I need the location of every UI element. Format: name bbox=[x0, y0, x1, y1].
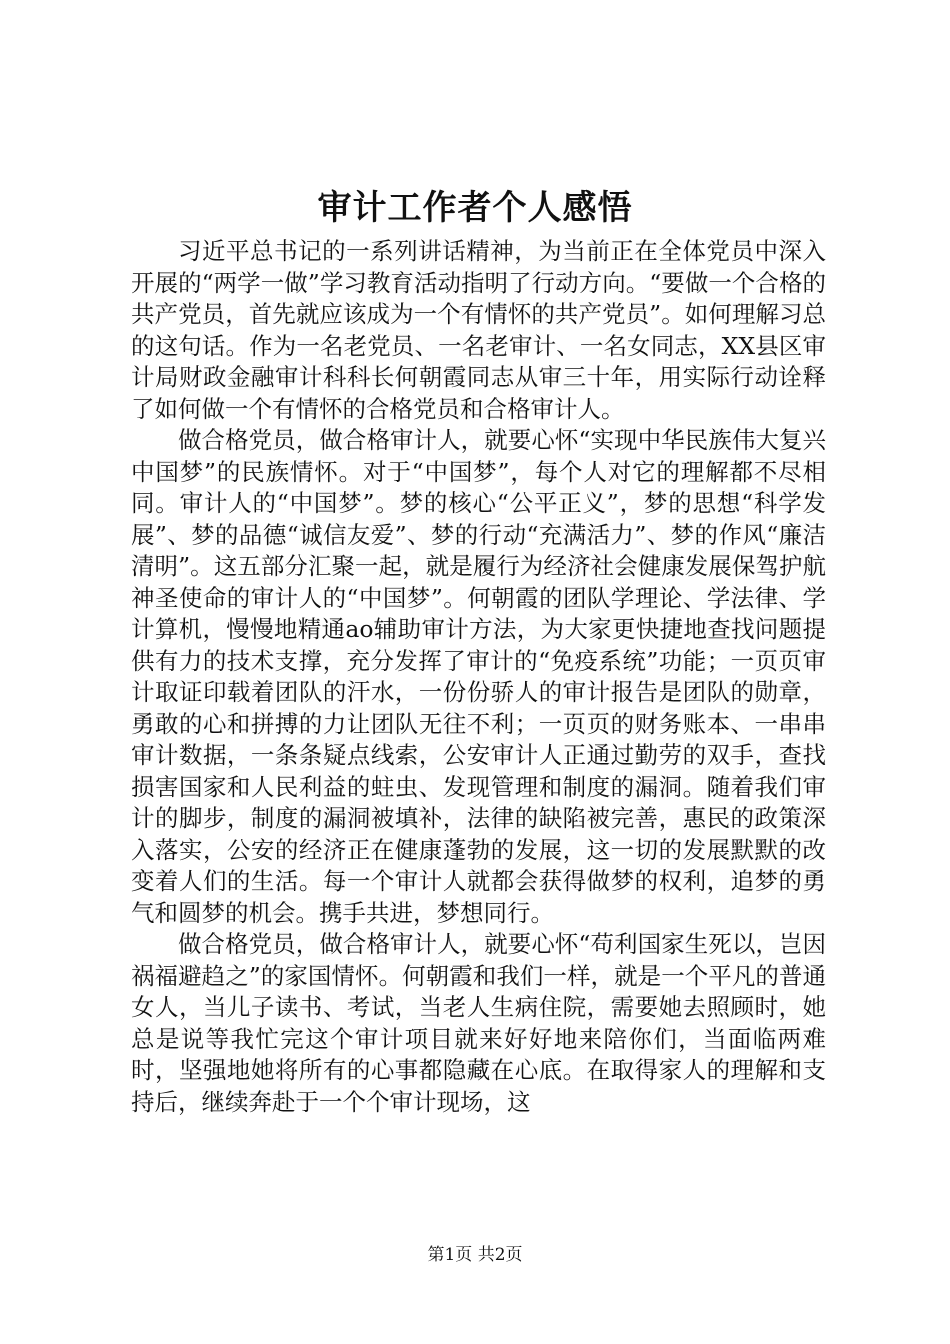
document-title: 审计工作者个人感悟 bbox=[317, 188, 633, 228]
paragraph: 做合格党员，做合格审计人，就要心怀“实现中华民族伟大复兴中国梦”的民族情怀。对于“中国梦”，每个人对它的理解都不尽相同。审计人的“中国梦”。梦的核心“公平正义”，梦的思想“科学发展”、梦的品德“诚信友爱”、梦的行动“充满活力”、梦的作风“廉洁清明”。这五部分汇聚一起，就是履行为经济社会健康发展保驾护航神圣使命的审计人的“中国梦”。何朝霞的团队学理论、学法律、学计算机，慢慢地精通ao辅助审计方法，为大家更快捷地查找问题提供有力的技术支撑，充分发挥了审计的“免疫系统”功能；一页页审计取证印载着团队的汗水，一份份骄人的审计报告是团队的勋章，勇敢的心和拼搏的力让团队无往不利；一页页的财务账本、一串串审计数据，一条条疑点线索，公安审计人正通过勤劳的双手，查找损害国家和人民利益的蛀虫、发现管理和制度的漏洞。随着我们审计的脚步，制度的漏洞被填补，法律的缺陷被完善，惠民的政策深入落实，公安的经济正在健康蓬勃的发展，这一切的发展默默的改变着人们的生活。每一个审计人就都会获得做梦的权利，追梦的勇气和圆梦的机会。携手共进，梦想同行。 bbox=[131, 426, 826, 927]
paragraph: 做合格党员，做合格审计人，就要心怀“苟利国家生死以，岂因祸福避趋之”的家国情怀。何朝霞和我们一样，就是一个平凡的普通女人，当儿子读书、考试，当老人生病住院，需要她去照顾时，她总是说等我忙完这个审计项目就来好好地来陪你们，当面临两难时，坚强地她将所有的心事都隐藏在心底。在取得家人的理解和支持后，继续奔赴于一个个审计现场，这 bbox=[131, 930, 826, 1116]
paragraph: 习近平总书记的一系列讲话精神，为当前正在全体党员中深入开展的“两学一做”学习教育活动指明了行动方向。“要做一个合格的共产党员，首先就应该成为一个有情怀的共产党员”。如何理解习总的这句话。作为一名老党员、一名老审计、一名女同志，XX县区审计局财政金融审计科科长何朝霞同志从审三十年，用实际行动诠释了如何做一个有情怀的合格党员和合格审计人。 bbox=[131, 237, 826, 423]
page-footer: 第1页 共2页 bbox=[427, 1245, 523, 1265]
document-body bbox=[131, 236, 826, 1118]
